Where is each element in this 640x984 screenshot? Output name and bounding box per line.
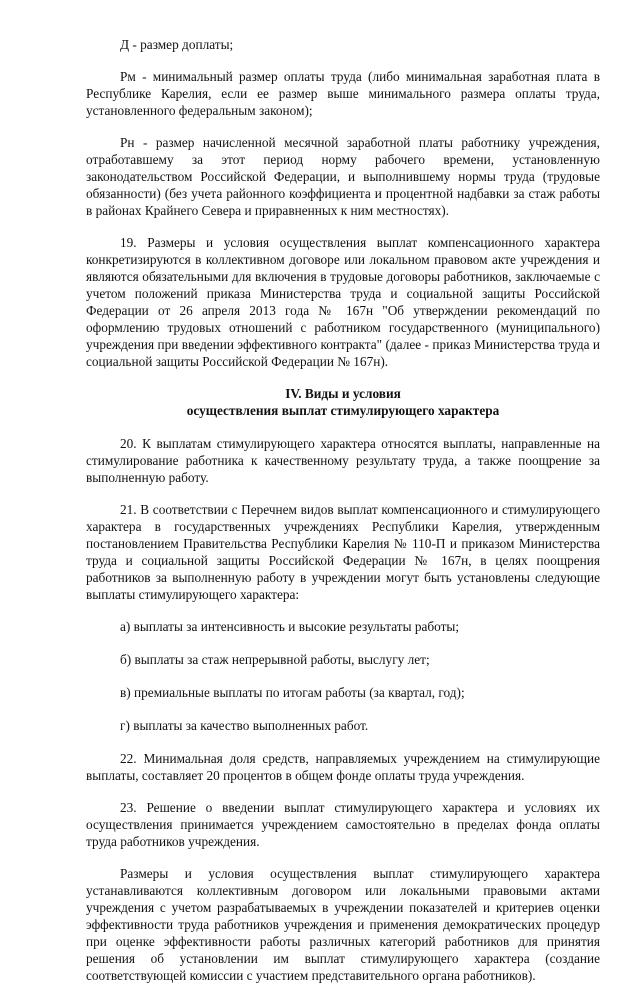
paragraph-21: 21. В соответствии с Перечнем видов выплат компенсационного и стимулирующего характера в государственных учреждениях Республики Карелия, утвержденным постановлением Правительства Республики Карелия № 110-П и приказом Министерства труда и социальной защиты Российской Федерации № 167н, в целях поощрения работников за выполненную работу в учреждении могут быть установлены следующие выплаты стимулирующего характера:	[86, 502, 600, 602]
list-item-b: б) выплаты за стаж непрерывной работы, выслугу лет;	[120, 652, 430, 667]
paragraph-23: 23. Решение о введении выплат стимулирующего характера и условиях их осуществления принимается учреждением самостоятельно в пределах фонда оплаты труда работников учреждения.	[86, 800, 600, 849]
list-item-a: а) выплаты за интенсивность и высокие результаты работы;	[120, 619, 460, 634]
paragraph-20: 20. К выплатам стимулирующего характера относятся выплаты, направленные на стимулирование работника к качественному результату труда, а также поощрение за выполненную работу.	[86, 436, 600, 485]
section-heading	[86, 385, 600, 419]
section-title-line2: осуществления выплат стимулирующего характера	[186, 403, 500, 418]
paragraph-19: 19. Размеры и условия осуществления выплат компенсационного характера конкретизируются в коллективном договоре или локальном правовом акте учреждения и являются обязательными для включения в трудовые договоры работников, заключаемые с учетом положений приказа Министерства труда и социальной защиты Российской Федерации от 26 апреля 2013 года № 167н "Об утверждении рекомендаций по оформлению трудовых отношений с работником государственного (муниципального) учреждения при введении эффективного контракта" (далее - приказ Министерства труда и социальной защиты Российской Федерации № 167н).	[86, 235, 600, 369]
paragraph-rn: Рн - размер начисленной месячной заработной платы работнику учреждения, отработавшему за этот период норму рабочего времени, установленную законодательством Российской Федерации, и выполнившему нормы труда (трудовые обязанности) (без учета районного коэффициента и процентной надбавки за стаж работы в районах Крайнего Севера и приравненных к ним местностях).	[86, 135, 600, 218]
list-item-g: г) выплаты за качество выполненных работ.	[120, 718, 369, 733]
paragraph-d: Д - размер доплаты;	[120, 37, 234, 52]
paragraph-22: 22. Минимальная доля средств, направляемых учреждением на стимулирующие выплаты, составляет 20 процентов в общем фонде оплаты труда учреждения.	[86, 751, 600, 783]
list-item-v: в) премиальные выплаты по итогам работы (за квартал, год);	[120, 685, 465, 700]
paragraph-rm: Рм - минимальный размер оплаты труда (либо минимальная заработная плата в Республике Карелия, если ее размер выше минимального размера оплаты труда, установленного федеральным законом);	[86, 69, 600, 118]
section-title-line1: IV. Виды и условия	[285, 386, 401, 401]
paragraph-sizes-conditions: Размеры и условия осуществления выплат стимулирующего характера устанавливаются коллективным договором или локальными правовыми актами учреждения с учетом разрабатываемых в учреждении показателей и критериев оценки эффективности труда работников учреждения и применения демократических процедур при оценке эффективности работы различных категорий работников для принятия решения об установлении им выплат стимулирующего характера (создание соответствующей комиссии с участием представительного органа работников).	[86, 866, 600, 983]
